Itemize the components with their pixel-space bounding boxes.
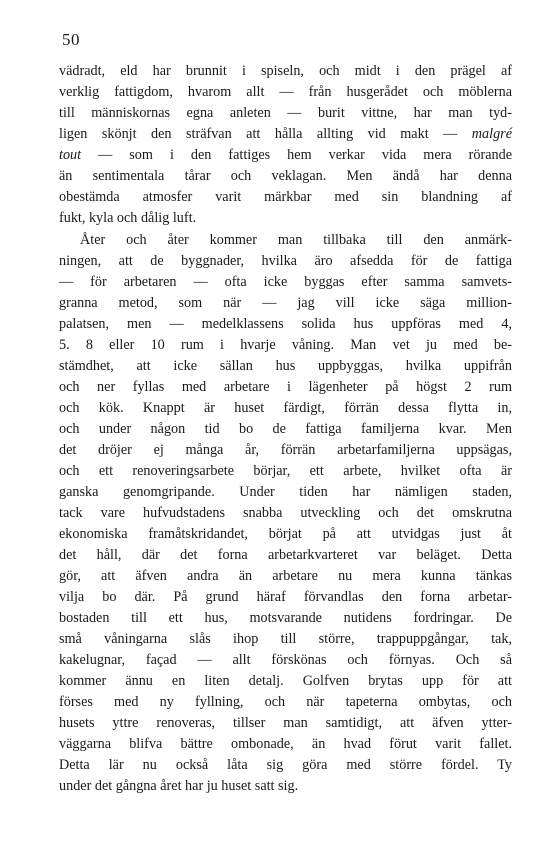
- text-line: vilja bo där. På grund häraf förvandlas den forna arbetar-: [59, 589, 512, 605]
- text-line: Åter och åter kommer man tillbaka till den anmärk-: [80, 232, 512, 248]
- page-number: 50: [62, 30, 80, 49]
- italic-phrase: malgré: [471, 126, 512, 142]
- text-line: och ner fyllas med arbetare i lägenheter på högst 2 rum: [59, 379, 512, 395]
- text-line: obestämda atmosfer varit märkbar med sin blandning af: [59, 189, 512, 205]
- text-run: ligen skönjt den sträfvan att hålla allting vid makt —: [59, 126, 472, 142]
- text-line: än sentimentala tårar och veklagan. Men ändå har denna: [59, 168, 512, 184]
- text-line: fukt, kyla och dålig luft.: [59, 210, 197, 226]
- text-line: stämdhet, att icke sällan hus uppbyggas, hvilka uppifrån: [59, 358, 512, 374]
- text-line: granna metod, som när — jag vill icke säga million-: [59, 295, 512, 311]
- text-line: — för arbetaren — ofta icke byggas efter samma samvets-: [59, 274, 512, 290]
- text-line: verklig fattigdom, hvarom allt — från husgerådet och möblerna: [59, 84, 512, 100]
- text-line: det håll, där det forna arbetarkvarteret var beläget. Detta: [59, 547, 512, 563]
- italic-phrase: tout: [59, 147, 82, 163]
- text-line: ningen, att de byggnader, hvilka äro afsedda för de fattiga: [59, 253, 512, 269]
- text-run: — som i den fattiges hem verkar vida mera rörande: [81, 147, 512, 163]
- text-line: [59, 145, 512, 166]
- text-line: Detta lär nu också låta sig göra med större fördel. Ty: [59, 757, 512, 773]
- text-line: små våningarna slås ihop till större, trappuppgångar, tak,: [59, 631, 512, 647]
- text-line: och under någon tid bo de fattiga familjerna kvar. Men: [59, 421, 512, 437]
- text-line: och ett renoveringsarbete börjar, ett arbete, hvilket ofta är: [59, 463, 512, 479]
- text-line: väggarna blifva bättre ombonade, än hvad förut varit fallet.: [59, 736, 512, 752]
- text-line: palatsen, men — medelklassens solida hus uppföras med 4,: [59, 316, 512, 332]
- text-line: [59, 124, 512, 145]
- text-line: 5. 8 eller 10 rum i hvarje våning. Man vet ju med be-: [59, 337, 512, 353]
- text-line: till människornas egna anleten — burit vittne, har man tyd-: [59, 105, 512, 121]
- text-line: kommer ännu en liten detalj. Golfven brytas upp för att: [59, 673, 512, 689]
- text-line: tack vare hufvudstadens snabba utveckling och det omskrutna: [59, 505, 512, 521]
- text-line: och kök. Knappt är huset färdigt, förrän dessa flytta in,: [59, 400, 512, 416]
- text-line: kakelugnar, façad — allt förskönas och förnyas. Och så: [59, 652, 512, 668]
- text-line: förses med ny fyllning, och när tapeterna ombytas, och: [59, 694, 512, 710]
- text-line: gör, att äfven andra än arbetare nu mera kunna tänkas: [59, 568, 512, 584]
- text-line: under det gångna året har ju huset satt sig.: [59, 778, 299, 794]
- text-line: vädradt, eld har brunnit i spiseln, och midt i den prägel af: [59, 63, 512, 79]
- text-line: ganska genomgripande. Under tiden har nämligen staden,: [59, 484, 512, 500]
- text-line: bostaden till ett hus, motsvarande nutidens fordringar. De: [59, 610, 512, 626]
- text-line: ekonomiska framåtskridandet, börjat på att utvidgas just åt: [59, 526, 512, 542]
- text-line: husets yttre renoveras, tillser man samtidigt, att äfven ytter-: [59, 715, 512, 731]
- text-line: det dröjer ej många år, förrän arbetarfamiljerna uppsägas,: [59, 442, 512, 458]
